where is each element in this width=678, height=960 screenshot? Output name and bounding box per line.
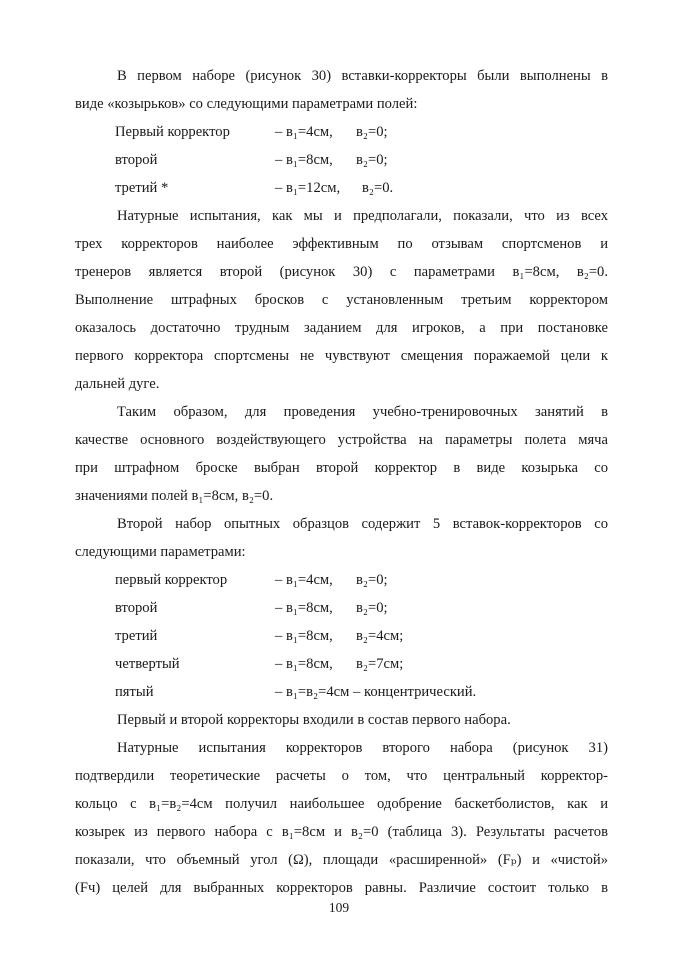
list-item-value-2: в₂=7см;: [356, 656, 404, 672]
list-item-value-1: – в₁=8см,: [275, 656, 333, 672]
list-item: [75, 174, 608, 202]
list-item-value-1: – в₁=4см,: [275, 572, 333, 588]
text-line: первого корректора спортсмены не чувствуют смещения поражаемой цели к: [75, 348, 608, 364]
text-line: качестве основного воздействующего устройства на параметры полета мяча: [75, 432, 608, 448]
list-item-value-2: в₂=0.: [362, 180, 394, 196]
text-line: (Fч) целей для выбранных корректоров равны. Различие состоит только в: [75, 880, 608, 896]
list-item-name: Первый корректор: [115, 124, 230, 140]
list-item-name: третий *: [115, 180, 169, 196]
text-line: Выполнение штрафных бросков с установленным третьим корректором: [75, 292, 608, 308]
list-item-name: четвертый: [115, 656, 180, 672]
list-item-name: пятый: [115, 684, 154, 700]
text-line: подтвердили теоретические расчеты о том, что центральный корректор-: [75, 768, 608, 784]
text-line: Первый и второй корректоры входили в состав первого набора.: [117, 712, 511, 728]
text-line: виде «козырьков» со следующими параметрами полей:: [75, 96, 418, 112]
list-item-value-1: – в₁=8см,: [275, 152, 333, 168]
list-item: [75, 566, 608, 594]
list-item-value-2: в₂=0;: [356, 572, 388, 588]
list-item-name: третий: [115, 628, 158, 644]
list-item-value-1: – в₁=8см,: [275, 600, 333, 616]
text-line: Второй набор опытных образцов содержит 5 вставок-корректоров со: [117, 516, 608, 532]
list-item: [75, 622, 608, 650]
list-item: [75, 146, 608, 174]
text-line: В первом наборе (рисунок 30) вставки-корректоры были выполнены в: [117, 68, 608, 84]
list-item-name: второй: [115, 152, 158, 168]
list-item-value-1: – в₁=8см,: [275, 628, 333, 644]
list-item-name: второй: [115, 600, 158, 616]
text-line: следующими параметрами:: [75, 544, 246, 560]
text-line: тренеров является второй (рисунок 30) с параметрами в₁=8см, в₂=0.: [75, 264, 608, 280]
list-item-value-1: – в₁=в₂=4см – концентрический.: [275, 684, 477, 700]
page-number: 109: [328, 900, 350, 915]
list-item: [75, 678, 608, 706]
text-line: значениями полей в₁=8см, в₂=0.: [75, 488, 274, 504]
text-line: Натурные испытания корректоров второго набора (рисунок 31): [117, 740, 608, 756]
list-item-value-2: в₂=0;: [356, 152, 388, 168]
list-item-name: первый корректор: [115, 572, 228, 588]
text-line: трех корректоров наиболее эффективным по отзывам спортсменов и: [75, 236, 608, 252]
list-item: [75, 650, 608, 678]
text-line: козырек из первого набора с в₁=8см и в₂=0 (таблица 3). Результаты расчетов: [75, 824, 608, 840]
text-line: Таким образом, для проведения учебно-тренировочных занятий в: [117, 404, 608, 420]
list-item-value-2: в₂=0;: [356, 124, 388, 140]
list-item-value-1: – в₁=4см,: [275, 124, 333, 140]
text-line: Натурные испытания, как мы и предполагали, показали, что из всех: [117, 208, 608, 224]
list-item-value-1: – в₁=12см,: [275, 180, 341, 196]
text-line: кольцо с в₁=в₂=4см получил наибольшее одобрение баскетболистов, как и: [75, 796, 608, 812]
text-line: при штрафном броске выбран второй корректор в виде козырька со: [75, 460, 608, 476]
text-line: дальней дуге.: [75, 376, 160, 392]
list-item-value-2: в₂=0;: [356, 600, 388, 616]
list-item: [75, 594, 608, 622]
text-line: показали, что объемный угол (Ω), площади «расширенной» (Fₚ) и «чистой»: [75, 852, 608, 868]
list-item: [75, 118, 608, 146]
list-item-value-2: в₂=4см;: [356, 628, 404, 644]
text-line: оказалось достаточно трудным заданием для игроков, а при постановке: [75, 320, 608, 336]
